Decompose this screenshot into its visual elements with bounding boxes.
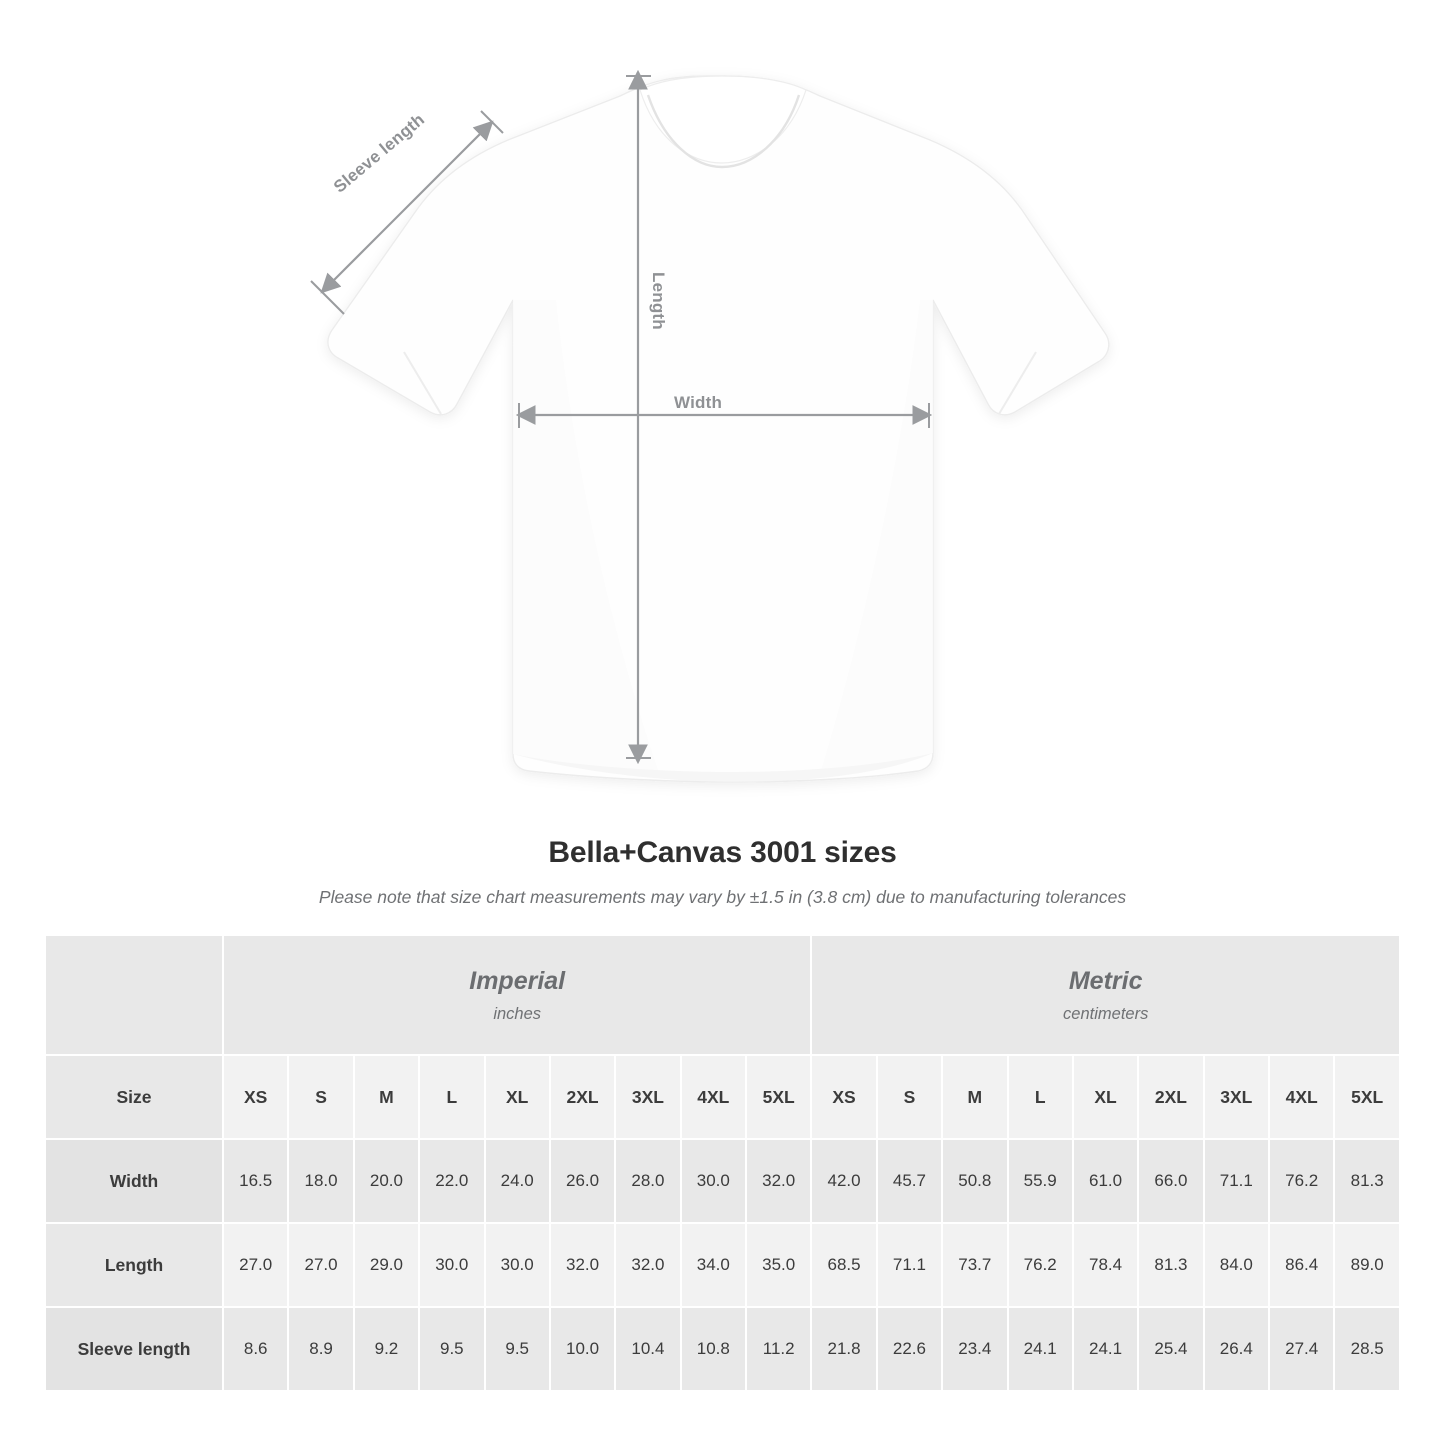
cell-sleeve-0: 8.6 — [223, 1307, 288, 1391]
size-col-m-metric: M — [942, 1055, 1007, 1139]
size-col-xl-metric: XL — [1073, 1055, 1138, 1139]
tshirt-shape — [328, 76, 1109, 782]
cell-length-4: 30.0 — [485, 1223, 550, 1307]
unit-group-imperial-sub: inches — [493, 1004, 542, 1023]
cell-sleeve-5: 10.0 — [550, 1307, 615, 1391]
cell-length-1: 27.0 — [288, 1223, 353, 1307]
size-col-4xl-metric: 4XL — [1269, 1055, 1334, 1139]
row-label-width: Width — [45, 1139, 223, 1223]
size-col-2xl-imperial: 2XL — [550, 1055, 615, 1139]
size-col-xs-metric: XS — [811, 1055, 876, 1139]
page-title: Bella+Canvas 3001 sizes — [548, 836, 897, 869]
cell-length-16: 86.4 — [1269, 1223, 1334, 1307]
width-label: Width — [674, 393, 723, 412]
size-col-l-metric: L — [1008, 1055, 1073, 1139]
cell-length-6: 32.0 — [615, 1223, 680, 1307]
cell-length-14: 81.3 — [1138, 1223, 1203, 1307]
size-col-xl-imperial: XL — [485, 1055, 550, 1139]
cell-width-8: 32.0 — [746, 1139, 811, 1223]
cell-sleeve-16: 27.4 — [1269, 1307, 1334, 1391]
size-col-m-imperial: M — [354, 1055, 419, 1139]
cell-width-9: 42.0 — [811, 1139, 876, 1223]
unit-group-imperial — [223, 935, 811, 1055]
cell-length-3: 30.0 — [419, 1223, 484, 1307]
cell-length-7: 34.0 — [681, 1223, 746, 1307]
size-col-2xl-metric: 2XL — [1138, 1055, 1203, 1139]
title-block — [0, 836, 1445, 908]
unit-group-metric — [811, 935, 1400, 1055]
size-col-l-imperial: L — [419, 1055, 484, 1139]
table-row-length — [45, 1223, 1400, 1307]
cell-width-10: 45.7 — [877, 1139, 942, 1223]
cell-length-9: 68.5 — [811, 1223, 876, 1307]
cell-sleeve-17: 28.5 — [1334, 1307, 1400, 1391]
cell-width-15: 71.1 — [1204, 1139, 1269, 1223]
cell-sleeve-4: 9.5 — [485, 1307, 550, 1391]
cell-width-6: 28.0 — [615, 1139, 680, 1223]
cell-sleeve-2: 9.2 — [354, 1307, 419, 1391]
unit-group-metric-name: Metric — [1068, 966, 1143, 995]
sleeve-length-label: Sleeve length — [330, 109, 429, 197]
table-row-width — [45, 1139, 1400, 1223]
unit-group-imperial-name: Imperial — [469, 966, 566, 995]
unit-group-metric-sub: centimeters — [1063, 1004, 1149, 1023]
size-col-5xl-metric: 5XL — [1334, 1055, 1400, 1139]
table-row-sleeve-length — [45, 1307, 1400, 1391]
cell-sleeve-3: 9.5 — [419, 1307, 484, 1391]
size-table-wrapper — [44, 934, 1401, 1392]
cell-sleeve-12: 24.1 — [1008, 1307, 1073, 1391]
cell-sleeve-8: 11.2 — [746, 1307, 811, 1391]
length-label: Length — [649, 272, 668, 330]
cell-length-2: 29.0 — [354, 1223, 419, 1307]
cell-length-8: 35.0 — [746, 1223, 811, 1307]
unit-header-row — [45, 935, 1400, 1055]
cell-width-5: 26.0 — [550, 1139, 615, 1223]
cell-sleeve-6: 10.4 — [615, 1307, 680, 1391]
cell-width-11: 50.8 — [942, 1139, 1007, 1223]
size-col-3xl-imperial: 3XL — [615, 1055, 680, 1139]
cell-sleeve-1: 8.9 — [288, 1307, 353, 1391]
cell-width-7: 30.0 — [681, 1139, 746, 1223]
unit-corner-cell — [45, 935, 223, 1055]
tolerance-note: Please note that size chart measurements may vary by ±1.5 in (3.8 cm) due to manufacturing tolerances — [318, 887, 1127, 907]
cell-length-5: 32.0 — [550, 1223, 615, 1307]
size-col-5xl-imperial: 5XL — [746, 1055, 811, 1139]
cell-width-3: 22.0 — [419, 1139, 484, 1223]
cell-sleeve-10: 22.6 — [877, 1307, 942, 1391]
size-corner-label: Size — [45, 1055, 223, 1139]
cell-sleeve-15: 26.4 — [1204, 1307, 1269, 1391]
size-header-row — [45, 1055, 1400, 1139]
row-label-length: Length — [45, 1223, 223, 1307]
cell-width-17: 81.3 — [1334, 1139, 1400, 1223]
size-table — [44, 934, 1401, 1392]
size-col-4xl-imperial: 4XL — [681, 1055, 746, 1139]
cell-width-0: 16.5 — [223, 1139, 288, 1223]
cell-length-17: 89.0 — [1334, 1223, 1400, 1307]
size-col-3xl-metric: 3XL — [1204, 1055, 1269, 1139]
size-col-s-imperial: S — [288, 1055, 353, 1139]
cell-sleeve-14: 25.4 — [1138, 1307, 1203, 1391]
cell-sleeve-13: 24.1 — [1073, 1307, 1138, 1391]
cell-width-16: 76.2 — [1269, 1139, 1334, 1223]
cell-length-0: 27.0 — [223, 1223, 288, 1307]
size-col-xs-imperial: XS — [223, 1055, 288, 1139]
cell-width-4: 24.0 — [485, 1139, 550, 1223]
cell-length-13: 78.4 — [1073, 1223, 1138, 1307]
cell-width-13: 61.0 — [1073, 1139, 1138, 1223]
cell-width-12: 55.9 — [1008, 1139, 1073, 1223]
cell-length-11: 73.7 — [942, 1223, 1007, 1307]
cell-length-12: 76.2 — [1008, 1223, 1073, 1307]
cell-width-1: 18.0 — [288, 1139, 353, 1223]
cell-width-2: 20.0 — [354, 1139, 419, 1223]
cell-sleeve-11: 23.4 — [942, 1307, 1007, 1391]
cell-sleeve-7: 10.8 — [681, 1307, 746, 1391]
cell-length-10: 71.1 — [877, 1223, 942, 1307]
cell-width-14: 66.0 — [1138, 1139, 1203, 1223]
row-label-sleeve-length: Sleeve length — [45, 1307, 223, 1391]
cell-length-15: 84.0 — [1204, 1223, 1269, 1307]
size-col-s-metric: S — [877, 1055, 942, 1139]
cell-sleeve-9: 21.8 — [811, 1307, 876, 1391]
